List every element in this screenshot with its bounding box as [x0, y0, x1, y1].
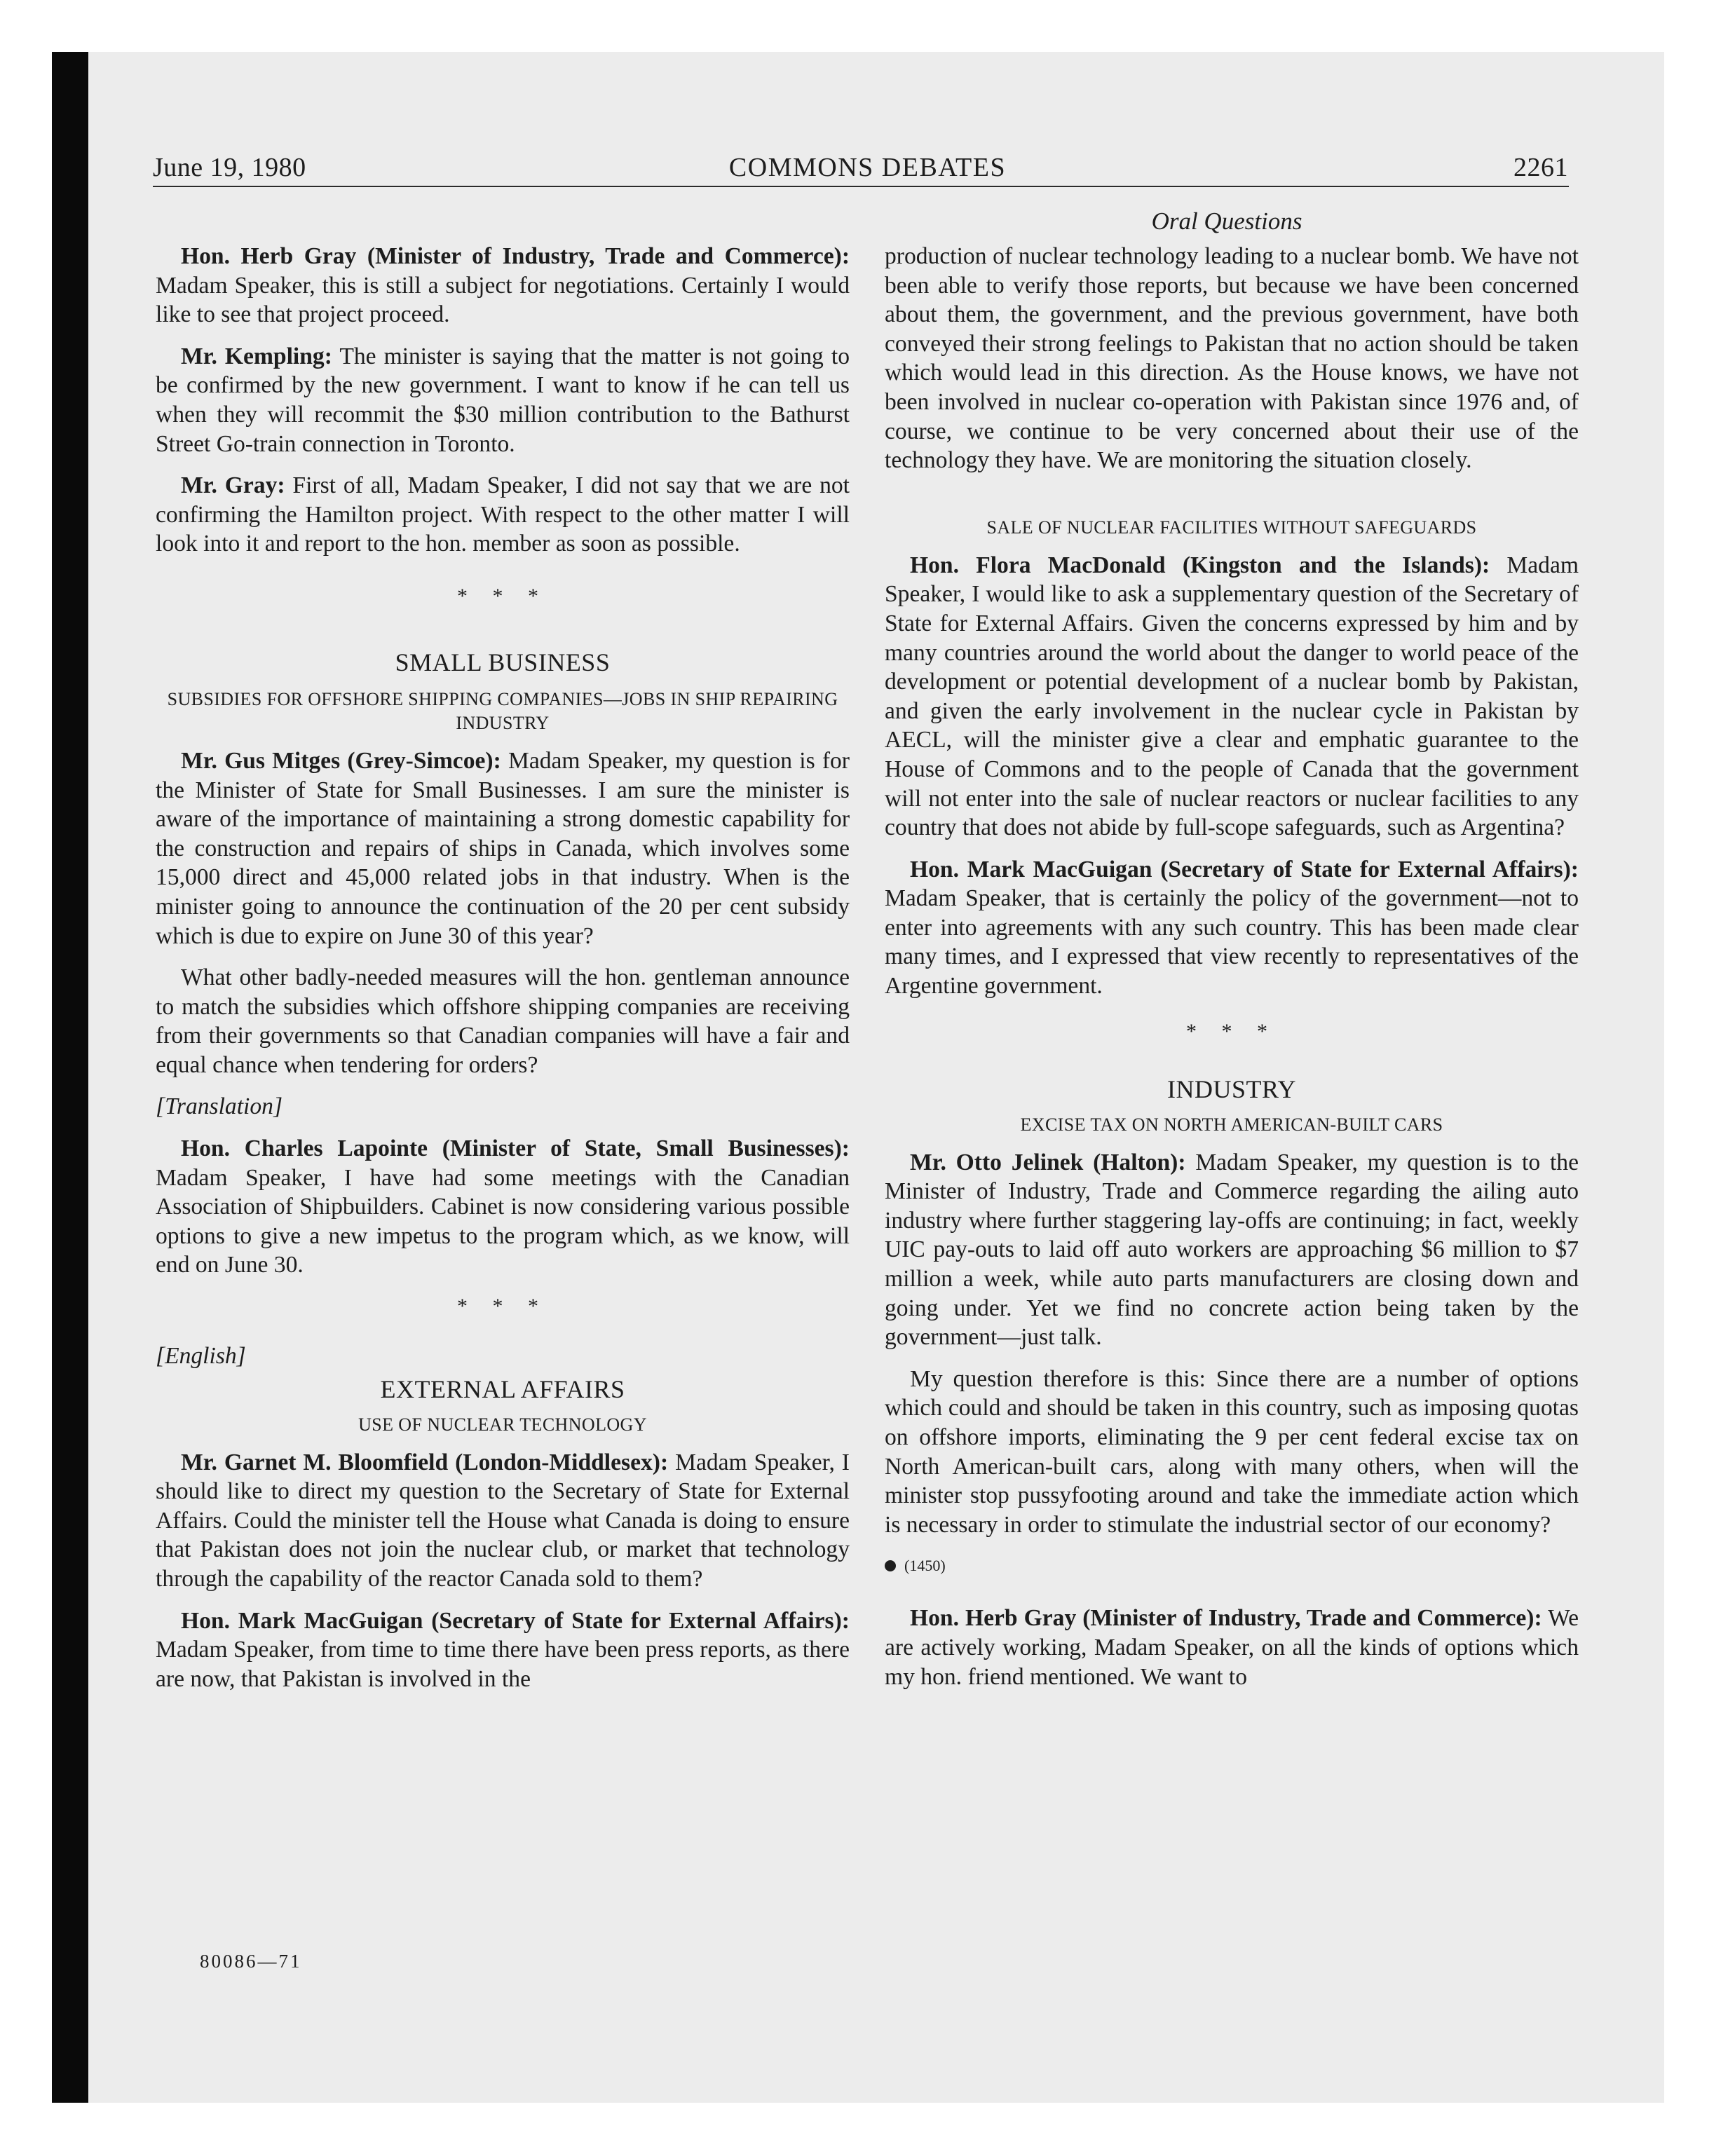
header-rule: [153, 186, 1569, 187]
speaker-name: Hon. Mark MacGuigan (Secretary of State for External Affairs):: [181, 1607, 850, 1634]
speaker-name: Hon. Herb Gray (Minister of Industry, Trade and Commerce):: [910, 1605, 1542, 1632]
paragraph: production of nuclear technology leading to a nuclear bomb. We have not been able to verify those reports, but because we have been concerned about them, the government, and the previous government, have both conveyed their strong feelings to Pakistan that no action should be taken which would lead in this direction. As the House knows, we have not been involved in nuclear co-operation with Pakistan since 1976 and, of course, we continue to be very concerned about their use of the technology they have. We are monitoring the situation closely.: [885, 243, 1579, 474]
paragraph: [156, 746, 850, 950]
running-head: Oral Questions: [1151, 207, 1302, 235]
paragraph: [156, 1134, 850, 1280]
speaker-name: Mr. Kempling:: [181, 343, 332, 369]
footer-code: 80086—71: [200, 1951, 302, 1972]
speech-text: Madam Speaker, from time to time there have been press reports, as there are now, that Pakistan is involved in the: [156, 1637, 850, 1692]
paragraph: [156, 471, 850, 559]
paragraph: My question therefore is this: Since there are a number of options which could and should be taken in this country, such as imposing quotas on offshore imports, eliminating the 9 per cent federal excise tax on North American-built cars, along with many others, when will the minister stop pussyfooting around and take the immediate action which is necessary in order to stimulate the industrial sector of our economy?: [885, 1365, 1579, 1538]
speaker-name: Hon. Mark MacGuigan (Secretary of State for External Affairs):: [910, 856, 1579, 882]
header-page-number: 2261: [1513, 153, 1568, 182]
speech-text: We are actively working, Madam Speaker, on all the kinds of options which my hon. friend mentioned. We want to: [885, 1605, 1579, 1690]
speech-text: First of all, Madam Speaker, I did not say that we are not confirming the Hamilton project. With respect to the other matter I will look into it and report to the hon. member as soon as possible.: [156, 472, 850, 557]
speaker-name: Mr. Garnet M. Bloomfield (London-Middlesex):: [181, 1449, 669, 1475]
section-separator: * * *: [457, 584, 548, 608]
speech-text: The minister is saying that the matter is not going to be confirmed by the new government. I want to know if he can tell us when they will recommit the $30 million contribution to the Bathurst Street Go-train connection in Toronto.: [156, 343, 850, 457]
speech-text: Madam Speaker, this is still a subject for negotiations. Certainly I would like to see that project proceed.: [156, 272, 850, 328]
left-column: [156, 242, 850, 1706]
speaker-name: Mr. Otto Jelinek (Halton):: [910, 1149, 1186, 1175]
section-subheading: SALE OF NUCLEAR FACILITIES WITHOUT SAFEGUARDS: [986, 517, 1477, 538]
time-marker: [885, 1552, 1579, 1580]
paragraph: [885, 1604, 1579, 1691]
header-date: June 19, 1980: [153, 153, 306, 182]
section-heading: EXTERNAL AFFAIRS: [380, 1374, 625, 1403]
section-separator: * * *: [457, 1295, 548, 1318]
section-heading: SMALL BUSINESS: [395, 648, 611, 676]
section-separator: * * *: [1186, 1019, 1277, 1043]
speaker-name: Hon. Flora MacDonald (Kingston and the Islands):: [910, 552, 1490, 578]
binding-edge: [52, 52, 88, 2103]
section-subheading: EXCISE TAX ON NORTH AMERICAN-BUILT CARS: [1020, 1114, 1443, 1135]
speaker-name: Mr. Gray:: [181, 472, 285, 499]
language-label: [English]: [156, 1343, 246, 1370]
paragraph: [156, 242, 850, 329]
paragraph: [156, 1448, 850, 1594]
paragraph: [156, 1606, 850, 1694]
right-column: [885, 242, 1579, 1704]
paragraph: What other badly-needed measures will the hon. gentleman announce to match the subsidies which offshore shipping companies are receiving from their governments so that Canadian companies will have a fair and equal chance when tendering for orders?: [156, 964, 850, 1078]
paragraph: [885, 855, 1579, 1001]
section-heading: INDUSTRY: [1166, 1074, 1297, 1103]
section-subheading: USE OF NUCLEAR TECHNOLOGY: [358, 1414, 647, 1435]
paragraph: [885, 1148, 1579, 1352]
time-marker-text: (1450): [904, 1557, 946, 1575]
speech-text: Madam Speaker, I have had some meetings with the Canadian Association of Shipbuilders. Cabinet is now considering various possible options to give a new impetus to the program which, as we know, will end on June 30.: [156, 1164, 850, 1278]
speaker-name: Mr. Gus Mitges (Grey-Simcoe):: [181, 747, 501, 774]
speaker-name: Hon. Charles Lapointe (Minister of State, Small Businesses):: [181, 1135, 850, 1162]
speech-text: Madam Speaker, I would like to ask a supplementary question of the Secretary of State for External Affairs. Given the concerns expressed by him and by many countries around the world about the danger to world peace of the development or potential development of a nuclear bomb by Pakistan, and given the early involvement in the nuclear cycle in Pakistan by AECL, will the minister give a clear and emphatic guarantee to the House of Commons and to the people of Canada that the government will not enter into the sale of nuclear reactors or nuclear facilities to any country that does not abide by full-scope safeguards, such as Argentina?: [885, 552, 1579, 841]
speech-text: Madam Speaker, my question is for the Minister of State for Small Businesses. I am sure the minister is aware of the importance of maintaining a strong domestic capability for the construction and repairs of ships in Canada, which involves some 15,000 direct and 45,000 related jobs in that industry. When is the minister going to announce the continuation of the 20 per cent subsidy which is due to expire on June 30 of this year?: [156, 747, 850, 949]
speaker-name: Hon. Herb Gray (Minister of Industry, Trade and Commerce):: [181, 243, 850, 269]
speech-text: Madam Speaker, my question is to the Minister of Industry, Trade and Commerce regarding the ailing auto industry where further staggering lay-offs are continuing; in fact, weekly UIC pay-outs to laid off auto workers are approaching $6 million to $7 million a week, while auto parts manufacturers are closing down and going under. Yet we find no concrete action being taken by the government—just talk.: [885, 1149, 1579, 1351]
paragraph: [885, 551, 1579, 842]
paragraph: [156, 342, 850, 458]
language-label: [Translation]: [156, 1093, 283, 1120]
section-subheading: SUBSIDIES FOR OFFSHORE SHIPPING COMPANIES—JOBS IN SHIP REPAIRING INDUSTRY: [167, 688, 838, 733]
header-title: COMMONS DEBATES: [728, 153, 1007, 182]
speech-text: Madam Speaker, that is certainly the policy of the government—not to enter into agreements with any such country. This has been made clear many times, and I expressed that view recently to representatives of the Argentine government.: [885, 885, 1579, 999]
bullet-icon: [885, 1560, 896, 1571]
speech-text: Madam Speaker, I should like to direct my question to the Secretary of State for External Affairs. Could the minister tell the House what Canada is doing to ensure that Pakistan does not join the nuclear club, or market that technology through the capability of the reactor Canada sold to them?: [156, 1449, 850, 1592]
